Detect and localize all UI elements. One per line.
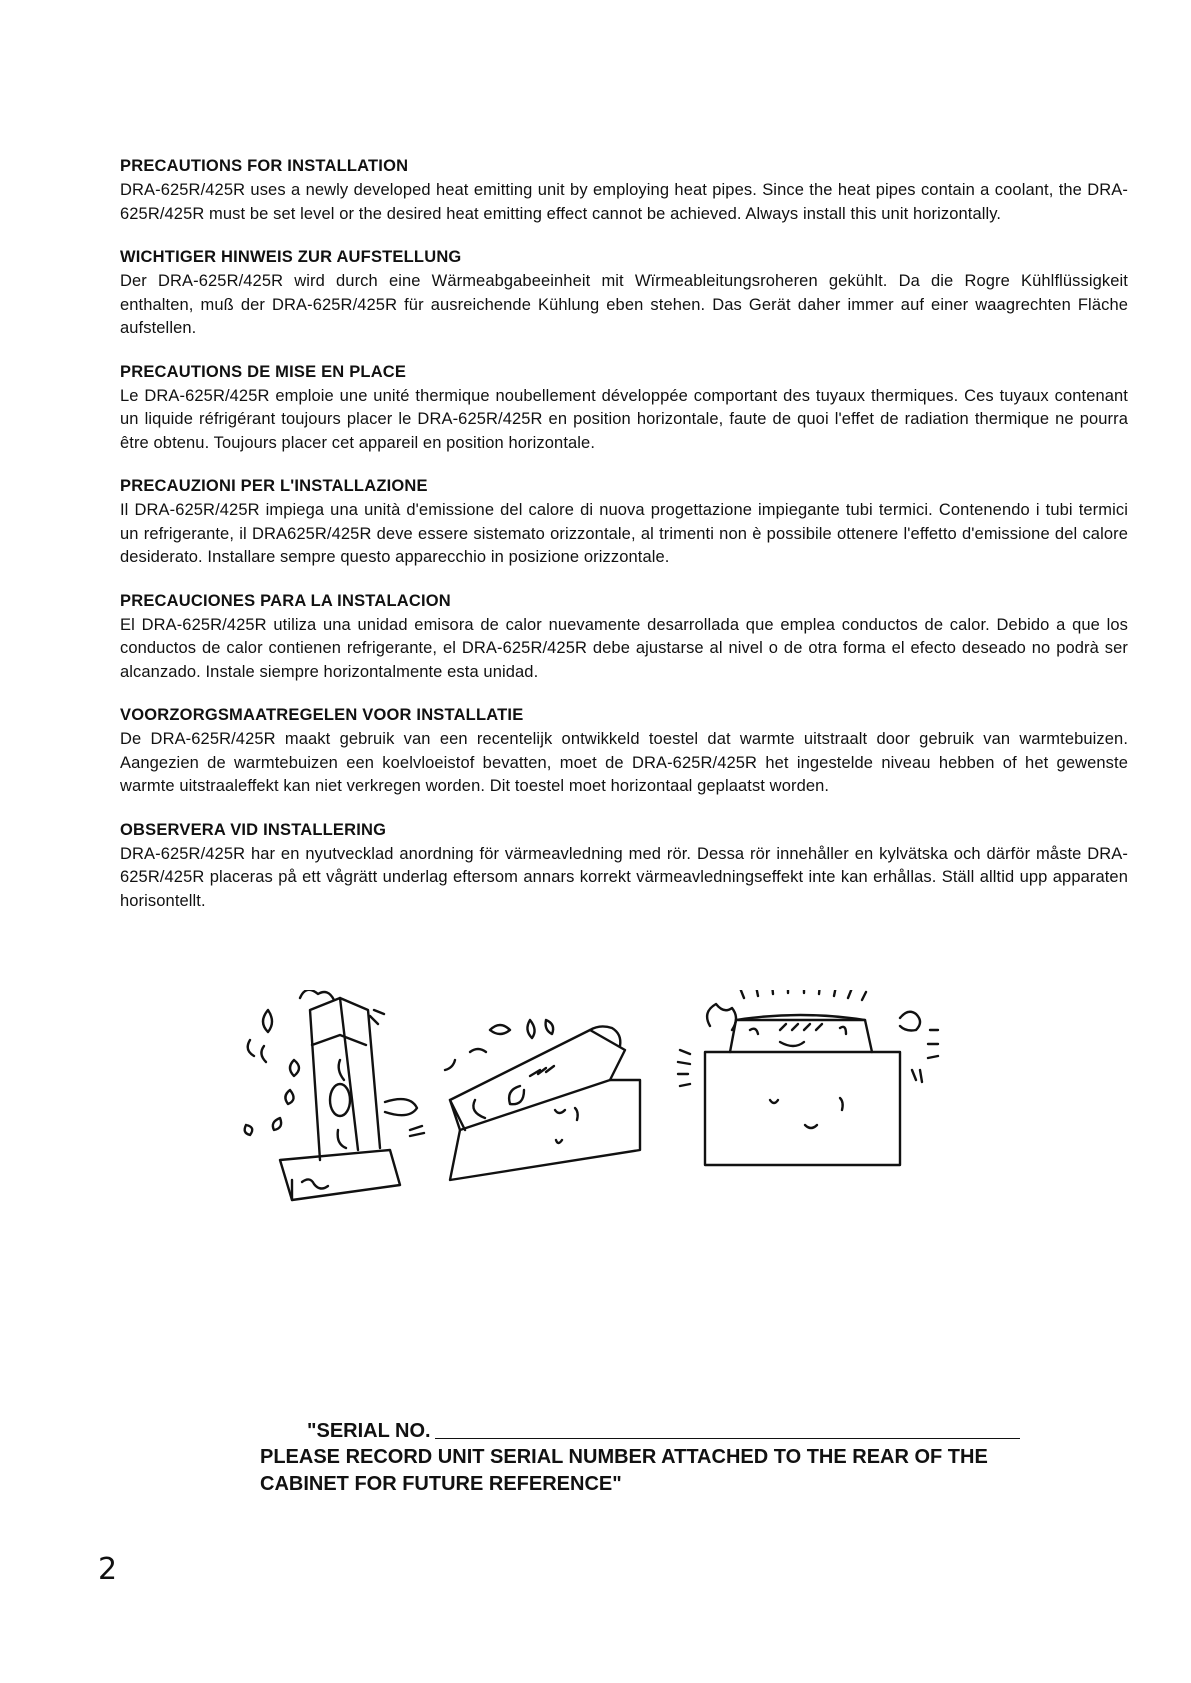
section-title: PRECAUZIONI PER L'INSTALLAZIONE	[120, 477, 428, 495]
section-french	[120, 361, 1128, 456]
section-body: Il DRA-625R/425R impiega una unità d'emissione del calore di nuova progettazione impiegante tubi termici. Contenendo i tubi termici un refrigerante, il DRA625R/425R deve essere sistemato orizzontale, al trimenti non è possibile ottenere l'effetto d'emissione del calore desiderato. Installare sempre questo apparecchio in posizione orizzontale.	[120, 501, 1128, 566]
section-spanish	[120, 590, 1128, 685]
section-title: VOORZORGSMAATREGELEN VOOR INSTALLATIE	[120, 706, 524, 724]
section-italian	[120, 475, 1128, 570]
unit-level-illustration	[678, 990, 938, 1165]
section-dutch	[120, 704, 1128, 799]
section-title: PRECAUCIONES PARA LA INSTALACION	[120, 591, 451, 610]
unit-vertical-illustration	[245, 990, 424, 1200]
section-german	[120, 246, 1128, 341]
serial-number-blank	[435, 1438, 1020, 1439]
section-body: DRA-625R/425R har en nyutvecklad anordning för värmeavledning med rör. Dessa rör innehåller en kylvätska och därför måste DRA-625R/425R placeras på ett vågrätt underlag eftersom annars korrekt värmeavledningseffekt inte kan erhållas. Ställ alltid upp apparaten horisontellt.	[120, 844, 1128, 910]
section-body: DRA-625R/425R uses a newly developed heat emitting unit by employing heat pipes. Since the heat pipes contain a coolant, the DRA-625R/425R must be set level or the desired heat emitting effect cannot be achieved. Always install this unit horizontally.	[120, 181, 1128, 223]
section-body: Le DRA-625R/425R emploie une unité thermique noubellement développée comportant des tuyaux thermiques. Ces tuyaux contenant un liquide réfrigérant toujours placer le DRA-625R/425R en position horizontale, faute de quoi l'effet de radiation thermique ne pourra être obtenu. Toujours placer cet appareil en position horizontale.	[120, 386, 1128, 452]
section-title: PRECAUTIONS DE MISE EN PLACE	[120, 362, 407, 381]
section-swedish	[120, 819, 1128, 914]
section-title: WICHTIGER HINWEIS ZUR AUFSTELLUNG	[120, 248, 462, 266]
serial-number-note	[260, 1418, 1020, 1498]
section-title: PRECAUTIONS FOR INSTALLATION	[120, 157, 409, 175]
precautions-sections	[120, 155, 1128, 933]
serial-instruction-line-1: PLEASE RECORD UNIT SERIAL NUMBER ATTACHED TO THE REAR OF THE	[260, 1446, 988, 1468]
page-number: 2	[98, 1552, 118, 1587]
section-body: El DRA-625R/425R utiliza una unidad emisora de calor nuevamente desarrollada que emplea conductos de calor. Debido a que los conductos de calor contienen refrigerante, el DRA-625R/425R debe ajustarse al nivel o de otra forma el efecto deseado no podrà ser alcanzado. Instale siempre horizontalmente esta unidad.	[120, 615, 1128, 681]
section-body: Der DRA-625R/425R wird durch eine Wärmeabgabeeinheit mit Wïrmeableitungsroheren gekühlt. Da die Rogre Kühlflüssigkeit enthalten, muß der DRA-625R/425R für ausreichende Kühlung eben stehen. Das Gerät daher immer auf einer waagrechten Fläche aufstellen.	[120, 272, 1128, 337]
section-title: OBSERVERA VID INSTALLERING	[120, 820, 387, 839]
installation-illustrations	[240, 990, 1020, 1230]
serial-instruction-line-2: CABINET FOR FUTURE REFERENCE"	[260, 1473, 622, 1495]
section-body: De DRA-625R/425R maakt gebruik van een recentelijk ontwikkeld toestel dat warmte uitstraalt door gebruik van warmtebuizen. Aangezien de warmtebuizen een koelvloeistof bevatten, moet de DRA-625R/425R het ingestelde niveau hebben of het gewenste warmte uitstraaleffekt kan niet verkregen worden. Dit toestel moet horizontaal geplaatst worden.	[120, 730, 1128, 795]
serial-number-label: "SERIAL NO.	[307, 1420, 431, 1442]
section-english	[120, 155, 1128, 226]
unit-tilted-illustration	[445, 1020, 640, 1180]
serial-number-line	[260, 1418, 1020, 1444]
